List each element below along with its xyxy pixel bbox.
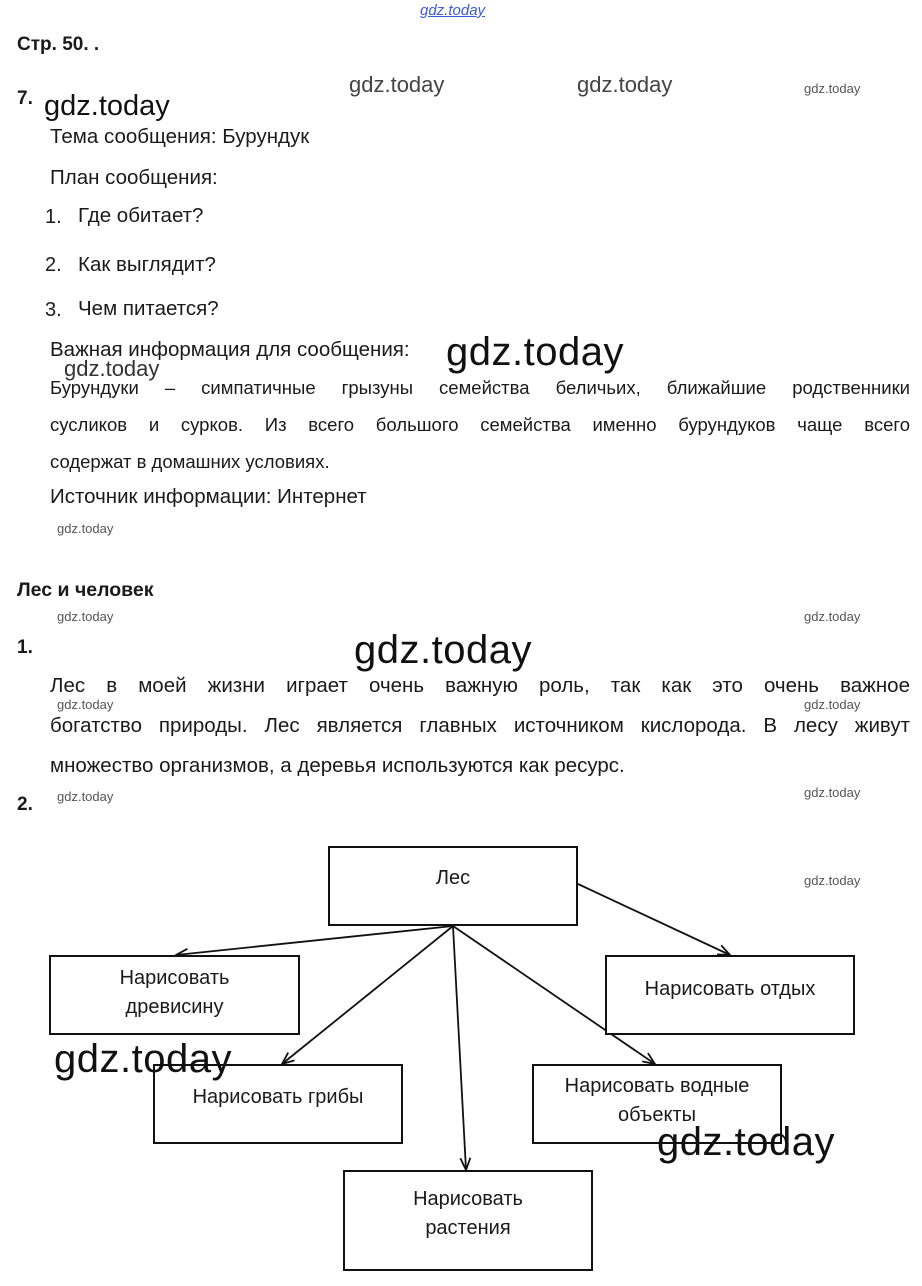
watermark: gdz.today: [577, 72, 673, 97]
watermark: gdz.today: [57, 697, 114, 712]
plan-item-number: 1.: [45, 206, 62, 228]
info-line: содержат в домашних условиях.: [50, 451, 330, 472]
info-title: Важная информация для сообщения:: [50, 338, 410, 361]
diagram-node-wood: [49, 955, 300, 1035]
watermark: gdz.today: [54, 1037, 232, 1081]
arrow-to-mushrooms: [282, 926, 453, 1064]
watermark: gdz.today: [349, 72, 445, 97]
diagram-node-forest: [328, 846, 578, 926]
plan-title: План сообщения:: [50, 166, 218, 189]
diagram-node-plants: [343, 1170, 593, 1271]
diagram-node-label: растения: [425, 1217, 511, 1239]
watermark: gdz.today: [657, 1120, 835, 1164]
diagram-node-label: древисину: [125, 996, 224, 1018]
diagram-node-label: Нарисовать: [413, 1188, 523, 1210]
diagram-node-label: объекты: [617, 1104, 697, 1126]
task-7-number: 7.: [17, 88, 33, 109]
watermark: gdz.today: [44, 90, 170, 122]
diagram-node-label: Нарисовать: [119, 967, 230, 989]
watermark: gdz.today: [354, 628, 532, 672]
watermark: gdz.today: [57, 789, 114, 804]
task-2-number: 2.: [17, 794, 33, 815]
watermark: gdz.today: [446, 330, 624, 374]
watermark: gdz.today: [804, 697, 861, 712]
watermark-top-link[interactable]: gdz.today: [420, 2, 486, 19]
task-1-number: 1.: [17, 637, 33, 658]
topic-line: Тема сообщения: Бурундук: [50, 125, 310, 148]
info-line: сусликов и сурков. Из всего большого семейства именно бурундуков чаще всего: [50, 414, 910, 435]
watermark: gdz.today: [804, 873, 861, 888]
watermark: gdz.today: [57, 609, 114, 624]
plan-item-text: Чем питается?: [78, 297, 219, 320]
diagram-node-label: Нарисовать водные: [564, 1075, 750, 1097]
plan-item-number: 3.: [45, 299, 62, 321]
watermark: gdz.today: [57, 521, 114, 536]
diagram-node-label: Лес: [435, 867, 471, 889]
arrow-to-rest: [578, 884, 730, 955]
watermark: gdz.today: [804, 609, 861, 624]
diagram-node-rest: [605, 955, 855, 1035]
diagram-node-label: Нарисовать отдых: [644, 978, 816, 1000]
watermark: gdz.today: [804, 785, 861, 800]
watermark: gdz.today: [804, 81, 861, 96]
page-reference: Стр. 50. .: [17, 34, 100, 55]
task-1-line: Лес в моей жизни играет очень важную роль, так как это очень важное: [50, 674, 910, 697]
plan-item-text: Где обитает?: [78, 204, 204, 227]
diagram-node-label: Нарисовать грибы: [192, 1086, 364, 1108]
watermark: gdz.today: [64, 356, 160, 381]
task-1-line: богатство природы. Лес является главных источником кислорода. В лесу живут: [50, 714, 910, 737]
arrow-to-wood: [176, 926, 453, 955]
plan-item-number: 2.: [45, 254, 62, 276]
task-1-line: множество организмов, а деревья используются как ресурс.: [50, 754, 625, 777]
section-title: Лес и человек: [17, 579, 154, 601]
info-line: Бурундуки – симпатичные грызуны семейства беличьих, ближайшие родственники: [50, 377, 910, 398]
source-line: Источник информации: Интернет: [50, 485, 367, 508]
plan-item-text: Как выглядит?: [78, 253, 216, 276]
arrow-to-plants: [453, 926, 466, 1170]
